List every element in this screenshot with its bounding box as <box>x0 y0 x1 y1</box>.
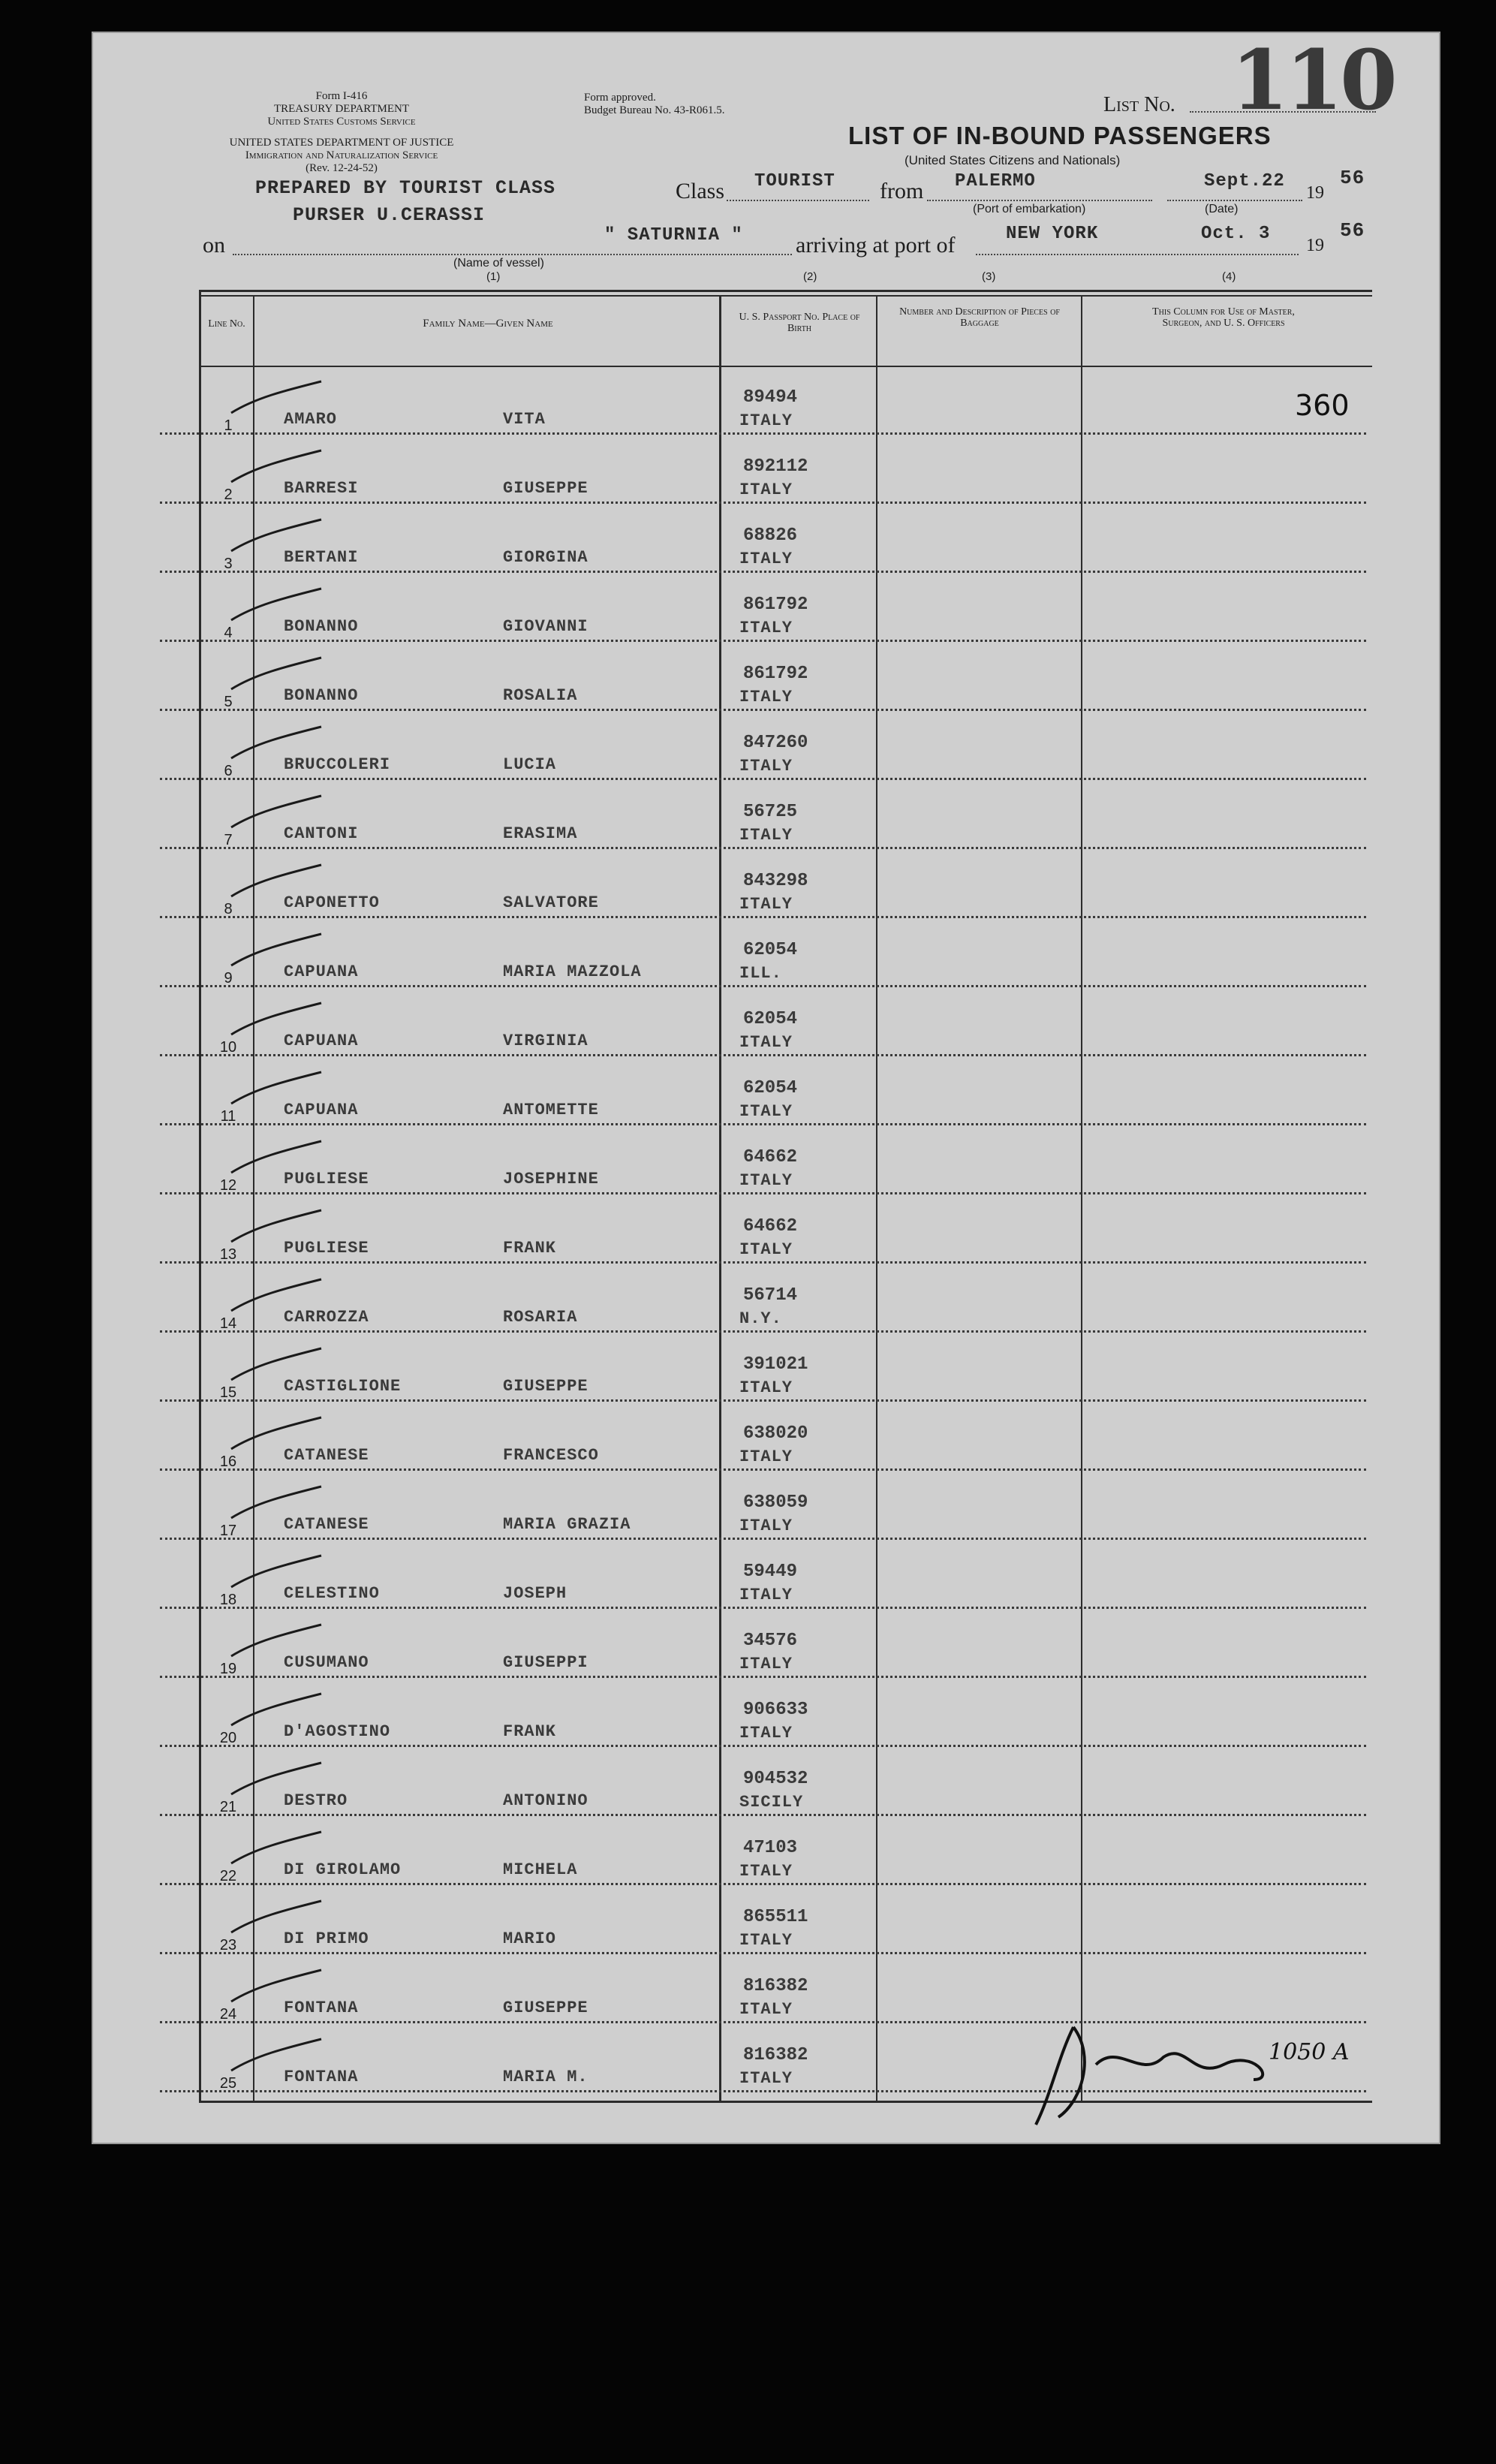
table-top-border-inner <box>199 295 1372 297</box>
given-name: JOSEPH <box>503 1584 567 1603</box>
family-name: CARROZZA <box>284 1308 369 1327</box>
form-approved: Form approved. <box>584 92 656 104</box>
passport-number: 865511 <box>743 1907 808 1927</box>
row1-note: 360 <box>1295 389 1350 422</box>
row-divider <box>160 1952 1366 1954</box>
passport-number: 906633 <box>743 1700 808 1720</box>
date-underline <box>1167 200 1302 201</box>
check-mark-icon <box>225 1619 330 1664</box>
place-of-birth: ITALY <box>739 1102 793 1121</box>
place-of-birth: ITALY <box>739 2000 793 2019</box>
place-of-birth: ITALY <box>739 688 793 706</box>
row-line-number: 15 <box>219 1384 237 1401</box>
place-of-birth: ITALY <box>739 895 793 914</box>
col-head-name: Family Name—Given Name <box>423 318 553 330</box>
form-number: Form I-416 <box>315 90 368 102</box>
form-revision: (Rev. 12-24-52) <box>306 162 378 174</box>
row-line-number: 8 <box>224 901 233 917</box>
row-line-number: 17 <box>219 1523 237 1539</box>
place-of-birth: ITALY <box>739 411 793 430</box>
row-line-number: 16 <box>219 1453 237 1470</box>
given-name: GIUSEPPE <box>503 1999 588 2017</box>
row-line-number: 3 <box>224 556 233 572</box>
row-divider <box>160 1330 1366 1333</box>
check-mark-icon <box>225 1688 330 1733</box>
family-name: BARRESI <box>284 479 359 498</box>
given-name: FRANCESCO <box>503 1446 599 1465</box>
from-label: from <box>880 179 924 203</box>
check-mark-icon <box>225 1342 330 1387</box>
given-name: MARIA MAZZOLA <box>503 962 642 981</box>
passport-number: 56714 <box>743 1285 798 1306</box>
check-mark-icon <box>225 859 330 904</box>
caption-1: (1) <box>486 270 501 283</box>
family-name: DESTRO <box>284 1791 348 1810</box>
given-name: MARIA M. <box>503 2068 588 2086</box>
customs-service: United States Customs Service <box>267 116 416 128</box>
list-no-label: List No. <box>1103 93 1175 116</box>
place-of-birth: ITALY <box>739 1931 793 1950</box>
family-name: DI PRIMO <box>284 1929 369 1948</box>
check-mark-icon <box>225 1273 330 1318</box>
family-name: BERTANI <box>284 548 359 567</box>
given-name: JOSEPHINE <box>503 1170 599 1188</box>
family-name: CAPUANA <box>284 1032 359 1050</box>
place-of-birth: ITALY <box>739 480 793 499</box>
page-subtitle: (United States Citizens and Nationals) <box>905 153 1121 167</box>
given-name: GIOVANNI <box>503 617 588 636</box>
passport-number: 816382 <box>743 2045 808 2065</box>
embark-date: Sept.22 <box>1204 171 1285 191</box>
family-name: CELESTINO <box>284 1584 380 1603</box>
place-of-birth: ITALY <box>739 1724 793 1743</box>
row-divider <box>160 640 1366 642</box>
passport-number: 62054 <box>743 1078 798 1098</box>
embark-underline <box>927 200 1152 201</box>
check-mark-icon <box>225 652 330 697</box>
given-name: ROSALIA <box>503 686 578 705</box>
row-line-number: 13 <box>219 1246 237 1263</box>
family-name: DI GIROLAMO <box>284 1860 402 1879</box>
check-mark-icon <box>225 1757 330 1802</box>
row-line-number: 25 <box>219 2075 237 2092</box>
family-name: AMARO <box>284 410 338 429</box>
arrival-year: 56 <box>1340 219 1365 242</box>
row-divider <box>160 916 1366 918</box>
check-mark-icon <box>225 1204 330 1249</box>
embark-year: 56 <box>1340 167 1365 189</box>
given-name: ROSARIA <box>503 1308 578 1327</box>
given-name: ANTONINO <box>503 1791 588 1810</box>
date-caption: (Date) <box>1205 203 1239 215</box>
row-line-number: 5 <box>224 694 233 710</box>
row-line-number: 7 <box>224 832 233 848</box>
row-divider <box>160 709 1366 711</box>
row-divider <box>160 571 1366 573</box>
given-name: FRANK <box>503 1722 557 1741</box>
vessel-caption: (Name of vessel) <box>453 257 544 270</box>
col-head-passport: U. S. Passport No. Place of Birth <box>739 312 860 334</box>
family-name: CATANESE <box>284 1446 369 1465</box>
arrival-underline <box>976 254 1299 255</box>
family-name: FONTANA <box>284 2068 359 2086</box>
passport-number: 904532 <box>743 1769 808 1789</box>
given-name: GIUSEPPI <box>503 1653 588 1672</box>
row-divider <box>160 1192 1366 1194</box>
table-top-border <box>199 290 1372 292</box>
passport-number: 62054 <box>743 1009 798 1029</box>
row-line-number: 20 <box>219 1730 237 1746</box>
col-divider-passport <box>876 295 877 2103</box>
given-name: GIORGINA <box>503 548 588 567</box>
check-mark-icon <box>225 1964 330 2009</box>
class-label: Class <box>676 179 725 203</box>
signature-mark <box>1028 2012 1389 2132</box>
place-of-birth: ITALY <box>739 826 793 845</box>
passport-number: 34576 <box>743 1631 798 1651</box>
check-mark-icon <box>225 583 330 628</box>
passport-number: 64662 <box>743 1147 798 1167</box>
row-divider <box>160 1054 1366 1056</box>
treasury-department: TREASURY DEPARTMENT <box>273 103 410 115</box>
check-mark-icon <box>225 2033 330 2078</box>
passport-number: 64662 <box>743 1216 798 1237</box>
row-divider <box>160 1261 1366 1264</box>
row-divider <box>160 1676 1366 1678</box>
check-mark-icon <box>225 1066 330 1111</box>
passport-number: 847260 <box>743 733 808 753</box>
row-divider <box>160 1607 1366 1609</box>
given-name: GIUSEPPE <box>503 1377 588 1396</box>
caption-2: (2) <box>803 270 817 283</box>
page-title: LIST OF IN-BOUND PASSENGERS <box>848 122 1272 149</box>
passport-number: 861792 <box>743 595 808 615</box>
place-of-birth: ITALY <box>739 619 793 637</box>
place-of-birth: ILL. <box>739 964 782 983</box>
arrival-port: NEW YORK <box>1006 224 1099 244</box>
row-line-number: 6 <box>224 763 233 779</box>
row-line-number: 9 <box>224 970 233 987</box>
list-number: 110 <box>1231 32 1395 128</box>
check-mark-icon <box>225 1135 330 1180</box>
row-line-number: 21 <box>219 1799 237 1815</box>
place-of-birth: ITALY <box>739 1240 793 1259</box>
family-name: BONANNO <box>284 686 359 705</box>
check-mark-icon <box>225 721 330 766</box>
given-name: SALVATORE <box>503 893 599 912</box>
given-name: VIRGINIA <box>503 1032 588 1050</box>
place-of-birth: ITALY <box>739 1378 793 1397</box>
given-name: FRANK <box>503 1239 557 1258</box>
row-divider <box>160 985 1366 987</box>
row-divider <box>160 778 1366 780</box>
arrival-date: Oct. 3 <box>1201 224 1271 244</box>
arriving-label: arriving at port of <box>796 233 956 258</box>
passport-number: 68826 <box>743 526 798 546</box>
check-mark-icon <box>225 1895 330 1940</box>
col-head-baggage: Number and Description of Pieces of Baggage <box>899 306 1060 329</box>
row-line-number: 12 <box>219 1177 237 1194</box>
place-of-birth: ITALY <box>739 550 793 568</box>
row-divider <box>160 1399 1366 1402</box>
row-line-number: 19 <box>219 1661 237 1677</box>
embark-port: PALERMO <box>955 171 1036 191</box>
caption-4: (4) <box>1222 270 1236 283</box>
embark-year-prefix: 19 <box>1306 183 1324 203</box>
passport-number: 843298 <box>743 871 808 891</box>
check-mark-icon <box>225 997 330 1042</box>
budget-bureau: Budget Bureau No. 43-R061.5. <box>584 104 725 116</box>
family-name: D'AGOSTINO <box>284 1722 391 1741</box>
given-name: GIUSEPPE <box>503 479 588 498</box>
family-name: CUSUMANO <box>284 1653 369 1672</box>
passport-number: 59449 <box>743 1562 798 1582</box>
class-value: TOURIST <box>754 171 835 191</box>
vessel-name: " SATURNIA " <box>604 225 743 245</box>
check-mark-icon <box>225 1826 330 1871</box>
row-line-number: 10 <box>219 1039 237 1056</box>
place-of-birth: SICILY <box>739 1793 804 1812</box>
given-name: MARIA GRAZIA <box>503 1515 631 1534</box>
place-of-birth: ITALY <box>739 1862 793 1881</box>
place-of-birth: ITALY <box>739 1517 793 1535</box>
caption-3: (3) <box>982 270 996 283</box>
check-mark-icon <box>225 1550 330 1595</box>
check-mark-icon <box>225 1411 330 1456</box>
passport-number: 56725 <box>743 802 798 822</box>
passport-number: 89494 <box>743 387 798 408</box>
row-divider <box>160 1123 1366 1125</box>
header-bottom-border <box>199 366 1372 367</box>
prepared-by: PREPARED BY TOURIST CLASS <box>255 177 556 199</box>
passport-number: 47103 <box>743 1838 798 1858</box>
embark-caption: (Port of embarkation) <box>973 203 1086 215</box>
row-divider <box>160 1814 1366 1816</box>
row-line-number: 22 <box>219 1868 237 1884</box>
col-divider-name <box>719 295 721 2103</box>
given-name: ERASIMA <box>503 824 578 843</box>
justice-department: UNITED STATES DEPARTMENT OF JUSTICE <box>229 137 454 149</box>
family-name: PUGLIESE <box>284 1239 369 1258</box>
check-mark-icon <box>225 928 330 973</box>
row-line-number: 1 <box>224 417 233 434</box>
check-mark-icon <box>225 790 330 835</box>
ins-service: Immigration and Naturalization Service <box>245 149 438 161</box>
vessel-underline <box>233 254 792 255</box>
place-of-birth: ITALY <box>739 1447 793 1466</box>
col-head-officers: This Column for Use of Master, Surgeon, and U. S. Officers <box>1152 306 1295 329</box>
on-label: on <box>203 233 225 258</box>
family-name: CAPUANA <box>284 962 359 981</box>
row-divider <box>160 1538 1366 1540</box>
passport-number: 62054 <box>743 940 798 960</box>
given-name: MICHELA <box>503 1860 578 1879</box>
family-name: PUGLIESE <box>284 1170 369 1188</box>
row-divider <box>160 847 1366 849</box>
family-name: BONANNO <box>284 617 359 636</box>
check-mark-icon <box>225 514 330 559</box>
row-divider <box>160 502 1366 504</box>
passport-number: 816382 <box>743 1976 808 1996</box>
passport-number: 638020 <box>743 1423 808 1444</box>
table-left-border <box>199 290 201 2103</box>
row-divider <box>160 432 1366 435</box>
check-mark-icon <box>225 444 330 489</box>
row-line-number: 23 <box>219 1937 237 1953</box>
place-of-birth: ITALY <box>739 2069 793 2088</box>
given-name: MARIO <box>503 1929 557 1948</box>
check-mark-icon <box>225 1481 330 1526</box>
class-underline <box>727 200 869 201</box>
passport-number: 892112 <box>743 456 808 477</box>
family-name: FONTANA <box>284 1999 359 2017</box>
place-of-birth: ITALY <box>739 757 793 776</box>
row-divider <box>160 1883 1366 1885</box>
row-divider <box>160 1468 1366 1471</box>
given-name: ANTOMETTE <box>503 1101 599 1119</box>
family-name: CAPUANA <box>284 1101 359 1119</box>
place-of-birth: ITALY <box>739 1586 793 1604</box>
passport-number: 638059 <box>743 1493 808 1513</box>
place-of-birth: ITALY <box>739 1655 793 1673</box>
place-of-birth: ITALY <box>739 1033 793 1052</box>
place-of-birth: N.Y. <box>739 1309 782 1328</box>
arrival-year-prefix: 19 <box>1306 236 1324 255</box>
family-name: CAPONETTO <box>284 893 380 912</box>
row-line-number: 24 <box>219 2006 237 2023</box>
passport-number: 861792 <box>743 664 808 684</box>
given-name: LUCIA <box>503 755 557 774</box>
place-of-birth: ITALY <box>739 1171 793 1190</box>
signature-suffix: 1050 A <box>1269 2039 1350 2065</box>
row-line-number: 4 <box>224 625 233 641</box>
purser-name: PURSER U.CERASSI <box>293 204 486 226</box>
family-name: CANTONI <box>284 824 359 843</box>
family-name: BRUCCOLERI <box>284 755 391 774</box>
row-line-number: 14 <box>219 1315 237 1332</box>
given-name: VITA <box>503 410 546 429</box>
family-name: CASTIGLIONE <box>284 1377 402 1396</box>
col-head-line: Line No. <box>208 318 245 330</box>
family-name: CATANESE <box>284 1515 369 1534</box>
row-divider <box>160 1745 1366 1747</box>
check-mark-icon <box>225 375 330 420</box>
row-line-number: 18 <box>219 1592 237 1608</box>
passport-number: 391021 <box>743 1354 808 1375</box>
row-line-number: 11 <box>220 1108 236 1125</box>
col-divider-baggage <box>1081 295 1082 2103</box>
row-line-number: 2 <box>224 486 233 503</box>
